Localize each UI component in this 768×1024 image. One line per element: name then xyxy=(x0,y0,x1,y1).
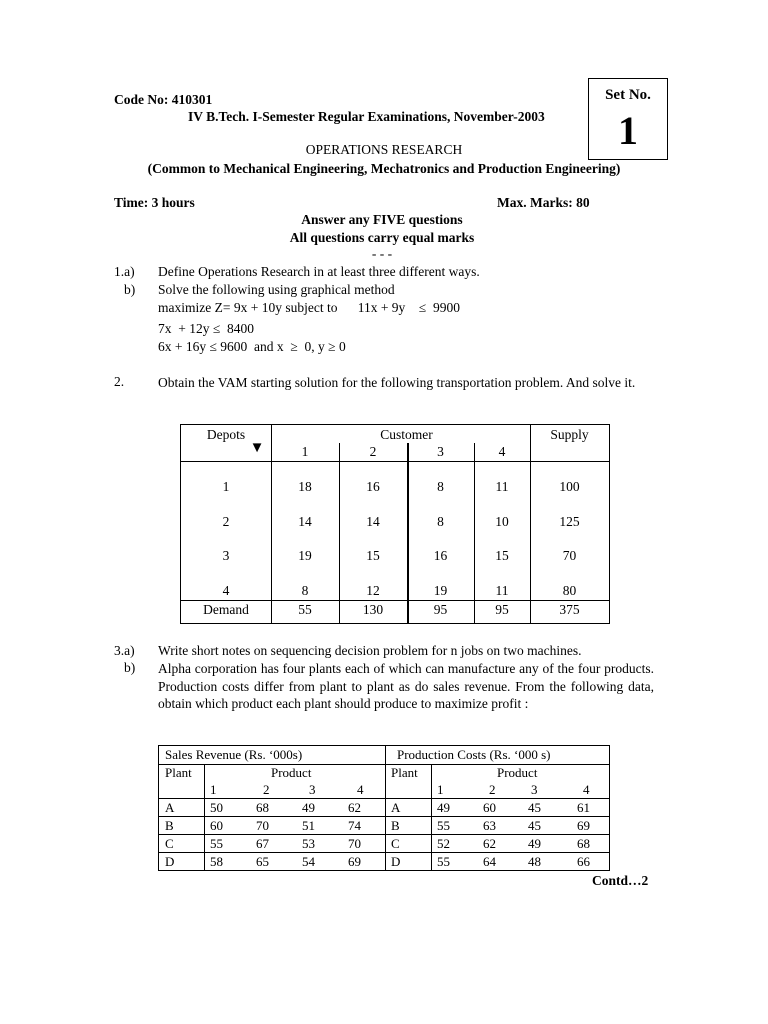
table-rule xyxy=(159,798,609,799)
table-rule xyxy=(159,852,609,853)
product-number: 2 xyxy=(263,782,270,797)
cost-cell: 49 xyxy=(437,800,450,815)
sales-title: Sales Revenue (Rs. ‘000s) xyxy=(165,747,303,762)
sales-cell: 50 xyxy=(210,800,223,815)
supply-cell: 80 xyxy=(562,583,577,598)
sales-cell: 69 xyxy=(348,854,361,869)
cost-cell: 15 xyxy=(366,548,380,563)
cost-cell: 16 xyxy=(366,479,380,494)
cost-cell: 55 xyxy=(437,818,450,833)
cost-cell: 68 xyxy=(577,836,590,851)
sales-cell: 54 xyxy=(302,854,315,869)
q2-text: Obtain the VAM starting solution for the following transportation problem. And solve it. xyxy=(158,375,636,390)
sales-cell: 55 xyxy=(210,836,223,851)
depot-label: 2 xyxy=(222,514,230,529)
cost-cell: 52 xyxy=(437,836,450,851)
table-rule xyxy=(159,764,609,765)
cost-cell: 55 xyxy=(437,854,450,869)
q1b-constraint-2: 7x + 12y ≤ 8400 xyxy=(158,321,255,336)
plant-label: A xyxy=(165,800,175,815)
depot-label: 3 xyxy=(222,548,230,563)
profit-table xyxy=(158,745,610,871)
cost-cell: 60 xyxy=(483,800,496,815)
product-number: 4 xyxy=(357,782,364,797)
sales-cell: 70 xyxy=(256,818,269,833)
cost-cell: 14 xyxy=(298,514,312,529)
q1b-constraint-3: 6x + 16y ≤ 9600 and x ≥ 0, y ≥ 0 xyxy=(158,339,346,354)
cost-cell: 64 xyxy=(483,854,496,869)
q1b-number: b) xyxy=(124,282,136,297)
product-number: 3 xyxy=(309,782,316,797)
supply-cell: 70 xyxy=(562,548,577,563)
set-label: Set No. xyxy=(605,87,651,103)
plant-label: B xyxy=(391,818,400,833)
product-header: Product xyxy=(497,765,538,780)
plant-label: C xyxy=(165,836,174,851)
demand-cell: 95 xyxy=(433,602,448,617)
supply-cell: 100 xyxy=(559,479,580,494)
cost-cell: 18 xyxy=(298,479,312,494)
customer-header: Customer xyxy=(380,427,433,442)
demand-cell: 95 xyxy=(495,602,509,617)
sales-cell: 67 xyxy=(256,836,269,851)
depots-header: Depots xyxy=(206,427,246,442)
sales-cell: 68 xyxy=(256,800,269,815)
code-number: Code No: 410301 xyxy=(114,92,213,107)
cost-cell: 49 xyxy=(528,836,541,851)
depot-label: 1 xyxy=(222,479,230,494)
cost-cell: 48 xyxy=(528,854,541,869)
sales-cell: 58 xyxy=(210,854,223,869)
supply-header: Supply xyxy=(550,427,589,442)
cost-cell: 45 xyxy=(528,818,541,833)
cost-cell: 15 xyxy=(495,548,509,563)
q1a-number: 1.a) xyxy=(114,264,135,279)
q3a-text: Write short notes on sequencing decision problem for n jobs on two machines. xyxy=(158,643,582,658)
cost-cell: 14 xyxy=(366,514,380,529)
down-arrow-icon: ▼ xyxy=(249,440,265,456)
total-cell: 375 xyxy=(559,602,580,617)
divider: - - - xyxy=(371,246,393,261)
cost-cell: 61 xyxy=(577,800,590,815)
set-number: 1 xyxy=(618,108,638,153)
product-number: 4 xyxy=(583,782,590,797)
q2-number: 2. xyxy=(114,374,125,389)
plant-header: Plant xyxy=(391,765,418,780)
sales-cell: 65 xyxy=(256,854,269,869)
plant-label: D xyxy=(391,854,401,869)
cost-cell: 8 xyxy=(301,583,309,598)
product-number: 1 xyxy=(210,782,217,797)
plant-label: C xyxy=(391,836,400,851)
sales-cell: 49 xyxy=(302,800,315,815)
common-to: (Common to Mechanical Engineering, Mechatronics and Production Engineering) xyxy=(147,161,621,176)
cost-cell: 10 xyxy=(495,514,509,529)
subject-title: OPERATIONS RESEARCH xyxy=(305,142,463,157)
q3a-number: 3.a) xyxy=(114,643,135,658)
instruction-marks: All questions carry equal marks xyxy=(289,230,475,245)
sales-cell: 51 xyxy=(302,818,315,833)
demand-cell: 130 xyxy=(362,602,384,617)
sales-cell: 70 xyxy=(348,836,361,851)
table-rule xyxy=(159,834,609,835)
q1b-text: Solve the following using graphical method xyxy=(158,282,395,297)
cost-cell: 8 xyxy=(437,514,444,529)
customer-col-header: 3 xyxy=(437,444,444,459)
sales-cell: 74 xyxy=(348,818,361,833)
cost-cell: 11 xyxy=(495,479,509,494)
q1b-objective: maximize Z= 9x + 10y subject to 11x + 9y ≤ 9900 xyxy=(158,300,460,315)
plant-label: A xyxy=(391,800,401,815)
cost-title: Production Costs (Rs. ‘000 s) xyxy=(397,747,551,762)
plant-label: B xyxy=(165,818,174,833)
table-rule xyxy=(181,461,609,462)
instruction-answer: Answer any FIVE questions xyxy=(301,212,463,227)
demand-label: Demand xyxy=(203,602,249,617)
cost-cell: 62 xyxy=(483,836,496,851)
exam-title: IV B.Tech. I-Semester Regular Examinations, November-2003 xyxy=(188,109,545,124)
q1a-text: Define Operations Research in at least three different ways. xyxy=(158,264,480,279)
product-number: 1 xyxy=(437,782,444,797)
cost-cell: 63 xyxy=(483,818,496,833)
cost-cell: 8 xyxy=(437,479,444,494)
supply-cell: 125 xyxy=(559,514,580,529)
q3b-number: b) xyxy=(124,660,136,675)
sales-cell: 60 xyxy=(210,818,223,833)
plant-label: D xyxy=(165,854,175,869)
time: Time: 3 hours xyxy=(114,195,195,210)
plant-header: Plant xyxy=(165,765,192,780)
sales-cell: 53 xyxy=(302,836,315,851)
customer-col-header: 2 xyxy=(369,444,377,459)
demand-cell: 55 xyxy=(298,602,312,617)
product-number: 2 xyxy=(489,782,496,797)
continued-note: Contd…2 xyxy=(592,873,649,888)
max-marks: Max. Marks: 80 xyxy=(497,195,590,210)
table-rule xyxy=(159,816,609,817)
cost-cell: 45 xyxy=(528,800,541,815)
sales-cell: 62 xyxy=(348,800,361,815)
customer-col-header: 4 xyxy=(498,444,506,459)
cost-cell: 11 xyxy=(495,583,509,598)
cost-cell: 12 xyxy=(366,583,380,598)
cost-cell: 19 xyxy=(433,583,448,598)
depot-label: 4 xyxy=(222,583,230,598)
product-number: 3 xyxy=(531,782,538,797)
q3b-text: Alpha corporation has four plants each of which can manufacture any of the four products. Production costs differ from plant to plant as do sales revenue. From the following data, obtain which product each plant should produce to maximize profit : xyxy=(158,661,654,711)
cost-cell: 16 xyxy=(433,548,448,563)
product-header: Product xyxy=(271,765,312,780)
cost-cell: 69 xyxy=(577,818,590,833)
customer-col-header: 1 xyxy=(301,444,309,459)
cost-cell: 66 xyxy=(577,854,590,869)
transportation-table xyxy=(180,424,610,624)
cost-cell: 19 xyxy=(298,548,312,563)
